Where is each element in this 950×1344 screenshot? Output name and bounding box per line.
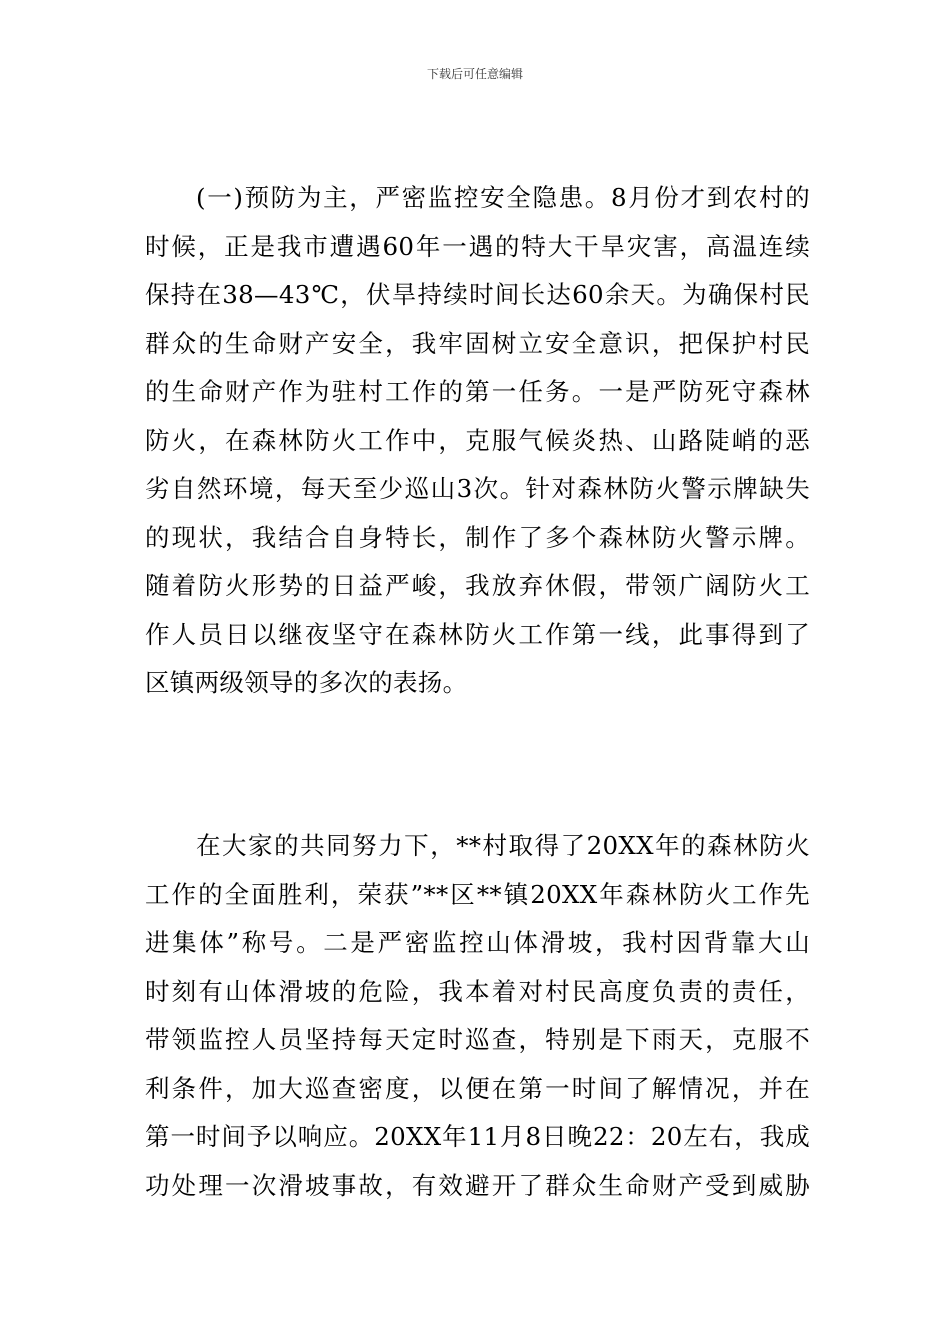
text-line: 工作的全面胜利，荣获”**区**镇20XX年森林防火工作先	[145, 879, 810, 909]
text-line: 时候，正是我市遭遇60年一遇的特大干旱灾害，高温连续	[145, 231, 810, 261]
text-line: 带领监控人员坚持每天定时巡查，特别是下雨天，克服不	[145, 1025, 810, 1054]
text-line: 防火，在森林防火工作中，克服气候炎热、山路陡峭的恶	[145, 425, 810, 455]
paragraph-landslide-monitoring	[145, 822, 810, 1210]
text-line: (一)预防为主，严密监控安全隐患。8月份才到农村的	[196, 183, 810, 212]
text-line: 时刻有山体滑坡的危险，我本着对村民高度负责的责任，	[145, 976, 810, 1006]
page-header: 下载后可任意编辑	[426, 67, 523, 81]
text-line: 群众的生命财产安全，我牢固树立安全意识，把保护村民	[145, 328, 810, 358]
text-line: 第一时间予以响应。20XX年11月8日晚22：20左右，我成	[145, 1122, 810, 1151]
text-line: 作人员日以继夜坚守在森林防火工作第一线，此事得到了	[145, 619, 810, 649]
text-line: 保持在38—43℃，伏旱持续时间长达60余天。为确保村民	[145, 280, 810, 309]
text-line: 功处理一次滑坡事故，有效避开了群众生命财产受到威胁	[145, 1170, 810, 1200]
text-line: 的生命财产作为驻村工作的第一任务。一是严防死守森林	[145, 377, 810, 406]
text-line: 进集体”称号。二是严密监控山体滑坡，我村因背靠大山	[145, 928, 810, 957]
text-line: 劣自然环境，每天至少巡山3次。针对森林防火警示牌缺失	[145, 474, 810, 503]
text-line: 利条件，加大巡查密度，以便在第一时间了解情况，并在	[145, 1073, 810, 1103]
text-line: 在大家的共同努力下，**村取得了20XX年的森林防火	[196, 831, 810, 860]
text-line: 区镇两级领导的多次的表扬。	[145, 668, 468, 697]
text-line: 随着防火形势的日益严峻，我放弃休假，带领广阔防火工	[145, 571, 810, 600]
paragraph-forest-fire-prevention	[145, 174, 810, 708]
text-line: 的现状，我结合自身特长，制作了多个森林防火警示牌。	[145, 522, 810, 552]
